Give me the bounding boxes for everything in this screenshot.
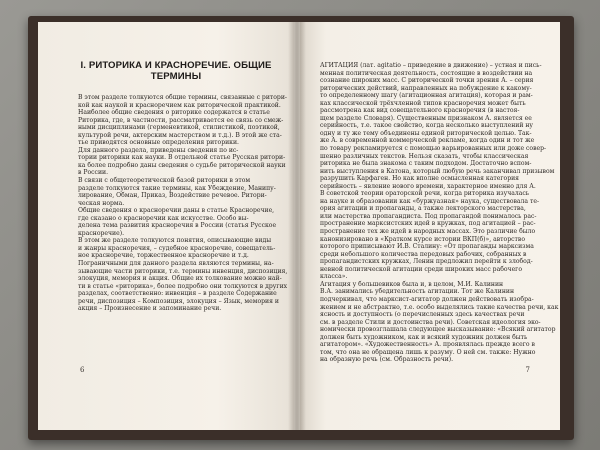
text-line: щем разделе Словаря). Существенным признаком А. является ее bbox=[320, 114, 532, 122]
text-line: должен быть художником, как и всякий художник должен быть bbox=[320, 333, 528, 341]
text-line: ория агитации и пропаганды, а также лекторского мастерства, bbox=[320, 205, 526, 213]
right-page-body bbox=[320, 62, 559, 364]
text-line: рассмотрена как вид совещательного красноречия (в настоя- bbox=[320, 107, 520, 115]
text-line: по товару рекламируется с помощью варьированных или доже совер- bbox=[320, 145, 547, 153]
text-line: В связи с общетеоретической базой риторики в этом bbox=[78, 177, 251, 185]
text-line: Общие сведения о красноречии даны в статье Красноречие, bbox=[78, 207, 275, 215]
text-line: красноречие). bbox=[78, 229, 125, 237]
text-line: одну и ту же тему объединены единой риторической целью. Так- bbox=[320, 129, 532, 137]
text-line: кой как наукой и красноречием как риторической практикой. bbox=[78, 101, 281, 109]
right-page bbox=[300, 22, 560, 430]
text-line: Агитация у большевиков была и, в целом, М.И. Калинин bbox=[320, 280, 504, 288]
left-page-body bbox=[78, 94, 288, 313]
left-page-text bbox=[78, 60, 288, 313]
text-line: риторических действий, направленных на побуждение к какому- bbox=[320, 84, 532, 92]
text-line: Пограничными для данного раздела являются термины, на- bbox=[78, 260, 274, 268]
text-line: В этом же разделе толкуются понятия, описывающие виды bbox=[78, 237, 272, 245]
book-spread bbox=[38, 22, 560, 430]
text-line: пространение тех же идей в народных массах. Это различие было bbox=[320, 228, 536, 236]
text-line: разделах, соответственно: инвенция – в разделе Содержание bbox=[78, 290, 277, 298]
left-page bbox=[38, 22, 294, 430]
text-line: лирование, Обман, Приказ, Воздействие речевое. Ритори- bbox=[78, 192, 267, 200]
text-line: речи, диспозиция – Композиция, элокуция – Язык, мемория и bbox=[78, 297, 279, 305]
text-line: где сказано о красноречии как искусстве. Особо вы- bbox=[78, 214, 249, 222]
text-line: тории риторики как науки. В отдельной статье Русская ритори- bbox=[78, 154, 286, 162]
text-line: жением и не абстрактно, т.е. особо выделялись такие качества речи, как bbox=[320, 303, 559, 311]
right-page-text bbox=[320, 62, 559, 364]
text-line: или мастерства пропагандиста. Под пропагандой понималось рас- bbox=[320, 212, 537, 220]
text-line: серийность – явление нового времени, характерное именно для А. bbox=[320, 182, 536, 190]
text-line: среди небольшого количества передовых рабочих, собранных в bbox=[320, 250, 527, 258]
text-line: элокуция, мемория и акция. Общие их толкование можно най- bbox=[78, 275, 282, 283]
text-line: зывающие части риторики, т.е. термины инвенция, диспозиция, bbox=[78, 267, 288, 275]
text-line: же А. в современной коммерческой рекламе, когда один и тот же bbox=[320, 137, 535, 145]
text-line: которого приписывают И.В. Сталину: «От пропаганды марксизма bbox=[320, 243, 534, 251]
text-line: Риторика, где, в частности, рассматривается ее связь со смеж- bbox=[78, 116, 284, 124]
text-line: серийность, т.е. такое свойство, когда несколько выступлений ну bbox=[320, 122, 534, 130]
text-line: класса». bbox=[320, 273, 348, 281]
text-line: ках классической трёхчленной типов красноречия может быть bbox=[320, 99, 526, 107]
text-line: ясность и доступность (о перечисленных здесь качествах речи bbox=[320, 311, 525, 319]
right-page-number: 7 bbox=[525, 366, 530, 374]
text-line: разрушить Карфаген. Но как вполне осмысленная категория bbox=[320, 175, 520, 183]
text-line: тье приводятся основные определения риторики. bbox=[78, 139, 239, 147]
text-line: сознание широких масс. С риторической точки зрения А. – серия bbox=[320, 77, 534, 85]
text-line: ка более подробно даны сведения о судьбе риторической науки bbox=[78, 161, 286, 169]
text-line: том, что она не обращена лишь к разуму. О ней см. также: Нужно bbox=[320, 348, 536, 356]
text-line: Для данного раздела, приведены сведения по ис- bbox=[78, 146, 239, 154]
section-heading: I. РИТОРИКА И КРАСНОРЕЧИЕ. ОБЩИЕ ТЕРМИНЫ bbox=[80, 60, 272, 82]
text-line: ное красноречие, торжественное красноречие и т.д. bbox=[78, 252, 249, 260]
left-page-number: 6 bbox=[80, 366, 85, 374]
text-line: на образную речь (см. Образность речи). bbox=[320, 356, 454, 364]
text-line: номически провозглашала следующее высказывание: «Всякий агитатор bbox=[320, 326, 556, 334]
text-line: то определенному шагу (агитационная агитация), которая и рам- bbox=[320, 92, 533, 100]
text-line: ти в статье «риторика», более подробно они толкуются в других bbox=[78, 282, 288, 290]
text-line: нить выступления в Катона, который любую речь заканчивал призывом bbox=[320, 167, 555, 175]
text-line: в России. bbox=[78, 169, 109, 177]
text-line: акция – Произнесение и запоминание речи. bbox=[78, 305, 222, 313]
text-line: разделе толкуются такие термины, как Убеждение, Манипу- bbox=[78, 184, 276, 192]
text-line: подчеркивал, что марксист-агитатор должен действовать изобра- bbox=[320, 295, 534, 303]
text-line: агитатором». «Художественность» А. проявлялась прежде всего в bbox=[320, 341, 535, 349]
text-line: шенно различных текстов. Нельзя сказать, чтобы классическая bbox=[320, 152, 529, 160]
text-line: культурой речи, актерским мастерством и т.д.). В этой же ста- bbox=[78, 131, 282, 139]
text-line: пропагандистских кружках, Ленин предложил перейти к злобод- bbox=[320, 258, 533, 266]
book-gutter bbox=[288, 22, 306, 430]
text-line: риторика не была знакома с таким подходом. Достаточно вспом- bbox=[320, 160, 532, 168]
text-line: пространение марксистских идей в кружках, под агитацией – рас- bbox=[320, 220, 536, 228]
text-line: см. в разделе Стили и достоинства речи). Советская идеология эко- bbox=[320, 318, 541, 326]
text-line: В этом разделе толкуются общие термины, связанные с ритори- bbox=[78, 94, 287, 101]
text-line: невной политической агитации среди широких масс рабочего bbox=[320, 265, 523, 273]
text-line: ными дисциплинами (герменевтикой, стилистикой, поэтикой, bbox=[78, 124, 280, 132]
text-line: ческая норма. bbox=[78, 199, 125, 207]
text-line: В советской теории ораторской речи, когда риторика изучалась bbox=[320, 190, 530, 198]
text-line: канонизировано в «Кратком курсе истории ВКП(б)», авторство bbox=[320, 235, 526, 243]
text-line: Наиболее общие сведения о риторике содержатся в статье bbox=[78, 109, 270, 117]
text-line: на науке и образовании как «буржуазная» наука, существовала те- bbox=[320, 197, 540, 205]
text-line: и жанры красноречия, – судебное красноречие, совещатель- bbox=[78, 244, 276, 252]
text-line: АГИТАЦИЯ (лат. agitatio – приведение в движение) – устная и пись- bbox=[320, 62, 542, 69]
text-line: В.А. занимались убедительность агитации. Тот же Калинин bbox=[320, 288, 515, 296]
text-line: делена тема развития красноречия в России (статья Русское bbox=[78, 222, 277, 230]
text-line: менная политическая деятельность, состоящие в воздействии на bbox=[320, 69, 533, 77]
